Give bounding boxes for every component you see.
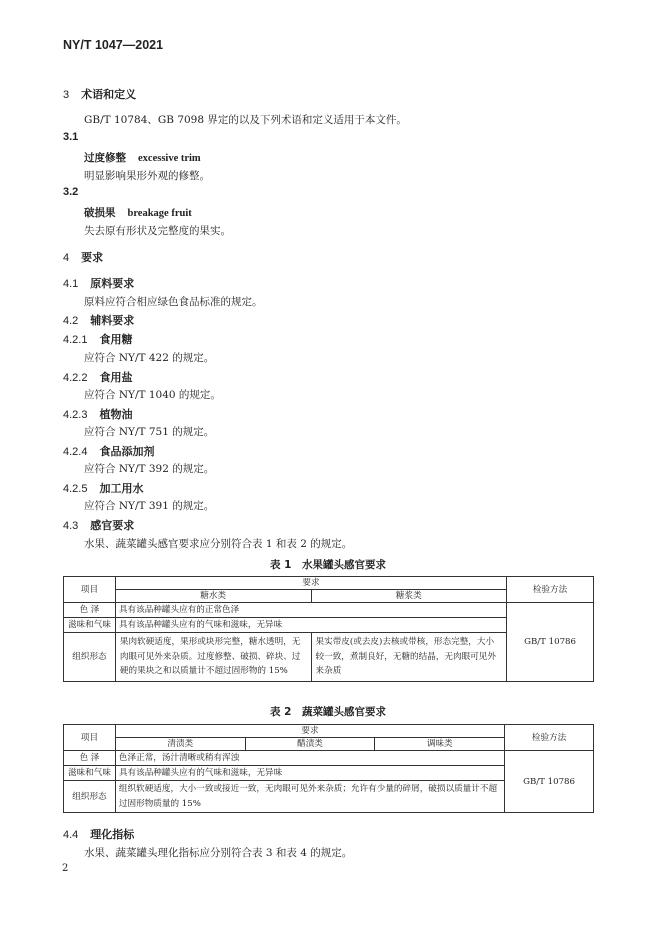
section-4-2-1-text: 应符合 NY/T 422 的规定。 [84,352,215,364]
section-4-2-3-text: 应符合 NY/T 751 的规定。 [84,426,215,438]
section-number: 4 [63,252,70,264]
section-number: 3.2 [63,186,79,198]
term-3-2 [84,205,192,220]
row-taste-label: 滋味和气味 [64,618,116,633]
section-title: 食用糖 [99,334,133,346]
row-color-label: 色 泽 [64,603,116,618]
table-header-syrup-water: 糖水类 [115,590,311,603]
row-color-text: 色泽正常，汤汁清晰或稍有浑浊 [115,751,504,766]
section-4-2-2-text: 应符合 NY/T 1040 的规定。 [84,389,221,401]
table-header-item: 项目 [64,725,116,751]
section-4-2-3-heading [63,406,132,422]
row-taste-text: 具有该品种罐头应有的气味和滋味，无异味 [115,618,506,633]
table-header-requirement: 要求 [115,577,506,590]
row-color-label: 色 泽 [64,751,116,766]
section-4-2-2-heading [63,369,132,385]
table-header-syrup: 糖浆类 [311,590,507,603]
table-header-item: 项目 [64,577,116,603]
section-4-2-1-heading [63,331,132,347]
section-number: 4.2 [63,315,79,327]
row-taste-label: 滋味和气味 [64,766,116,781]
section-4-4-heading [63,826,134,842]
section-title: 食品添加剂 [99,446,155,458]
section-4-2-5-heading [63,480,143,496]
section-number: 4.2.2 [63,372,88,384]
section-title: 食用盐 [99,372,133,384]
section-title: 原料要求 [90,278,135,290]
table-2 [63,724,594,813]
section-title: 要求 [81,252,104,264]
row-texture-text: 组织软硬适度，大小一致或接近一致，无肉眼可见外来杂质；允许有少量的碎屑，破损以质量计不超过固形物质量的 15% [115,781,504,813]
table-header-vinegar-pickled: 醋渍类 [245,738,375,751]
section-title: 植物油 [99,409,133,421]
section-title: 加工用水 [99,483,144,495]
section-number: 3.1 [63,131,79,143]
section-4-2-4-text: 应符合 NY/T 392 的规定。 [84,463,215,475]
section-number: 4.2.5 [63,483,88,495]
section-4-2-4-heading [63,443,154,459]
term-chinese: 破损果 [84,207,116,219]
definition-3-1: 明显影响果形外观的修整。 [84,170,210,182]
section-4-3-heading [63,517,134,533]
row-texture-syrup-water: 果肉软硬适度，果形或块形完整，糖水透明，无肉眼可见外来杂质。过度修整、破损、碎块、过硬的果块之和以质量计不超过固形物的 15% [115,633,311,682]
row-color-text: 具有该品种罐头应有的正常色泽 [115,603,506,618]
section-3-heading [63,86,136,102]
section-4-4-text: 水果、蔬菜罐头理化指标应分别符合表 3 和表 4 的规定。 [84,847,353,859]
table-1 [63,576,594,682]
section-title: 辅料要求 [90,315,135,327]
section-4-1-heading [63,275,134,291]
section-4-2-5-text: 应符合 NY/T 391 的规定。 [84,500,215,512]
row-texture-label: 组织形态 [64,633,116,682]
test-method: GB/T 10786 [505,751,594,813]
page-number: 2 [62,863,69,874]
table-header-method: 检验方法 [507,577,594,603]
term-3-1 [84,150,201,165]
term-english: breakage fruit [127,208,192,219]
section-4-1-text: 原料应符合相应绿色食品标准的规定。 [84,296,263,308]
row-texture-syrup: 果实带皮(或去皮)去核或带核，形态完整，大小较一致，煮制良好，无糖的结晶，无肉眼可见外来杂质 [311,633,507,682]
term-english: excessive trim [138,153,201,164]
term-chinese: 过度修整 [84,152,126,164]
section-3-1-number [63,131,78,143]
section-3-text: GB/T 10784、GB 7098 界定的以及下列术语和定义适用于本文件。 [84,114,407,126]
section-number: 4.1 [63,278,79,290]
document-header: NY/T 1047—2021 [63,38,164,52]
row-taste-text: 具有该品种罐头应有的气味和滋味，无异味 [115,766,504,781]
table-1-caption: 表 1 水果罐头感官要求 [270,559,386,571]
table-header-requirement: 要求 [115,725,504,738]
section-title: 感官要求 [90,520,135,532]
row-texture-label: 组织形态 [64,781,116,813]
section-number: 4.3 [63,520,79,532]
table-header-method: 检验方法 [505,725,594,751]
section-number: 4.4 [63,829,79,841]
table-2-caption: 表 2 蔬菜罐头感官要求 [270,706,386,718]
section-4-heading [63,249,103,265]
section-title: 术语和定义 [81,89,137,101]
section-number: 3 [63,89,70,101]
table-header-clear-pickled: 清渍类 [115,738,245,751]
section-number: 4.2.1 [63,334,88,346]
section-title: 理化指标 [90,829,135,841]
section-4-2-heading [63,312,134,328]
definition-3-2: 失去原有形状及完整度的果实。 [84,225,231,237]
test-method: GB/T 10786 [507,603,594,682]
section-number: 4.2.4 [63,446,88,458]
section-3-2-number [63,186,78,198]
table-header-seasoned: 调味类 [375,738,505,751]
section-number: 4.2.3 [63,409,88,421]
section-4-3-text: 水果、蔬菜罐头感官要求应分别符合表 1 和表 2 的规定。 [84,538,353,550]
